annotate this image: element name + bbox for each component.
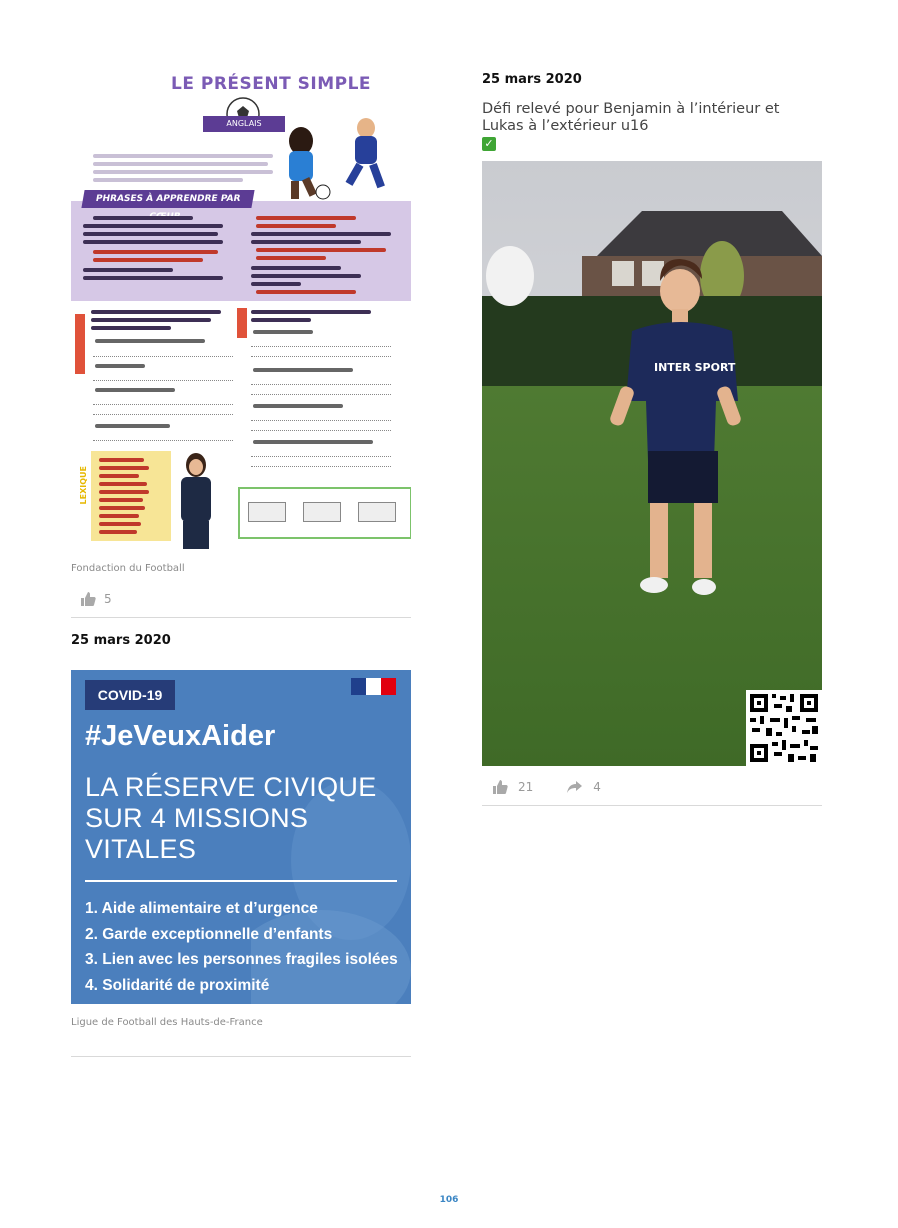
poster-hashtag: #JeVeuxAider	[85, 720, 276, 752]
right-post-share-count: 4	[593, 780, 601, 794]
right-post-reactions	[492, 780, 601, 794]
right-post-title-text: Défi relevé pour Benjamin à l’intérieur et Lukas à l’extérieur u16	[482, 101, 780, 134]
journalist-illustration	[171, 451, 221, 550]
poster-divider	[85, 880, 397, 882]
photo-scene	[482, 161, 822, 766]
mission-item: 1. Aide alimentaire et d’urgence	[85, 900, 318, 917]
mission-item: 3. Lien avec les personnes fragiles isolées	[85, 951, 398, 968]
post2-source[interactable]: Ligue de Football des Hauts-de-France	[71, 1017, 263, 1028]
players-illustration	[261, 106, 406, 201]
headline-line: VITALES	[85, 834, 197, 864]
republique-flag-logo	[351, 678, 396, 695]
mission-item: 4. Solidarité de proximité	[85, 976, 270, 994]
mission-item: 2. Garde exceptionnelle d’enfants	[85, 925, 333, 943]
check-mark-icon: ✓	[482, 137, 496, 151]
post2-date: 25 mars 2020	[71, 633, 171, 648]
lexique-box	[91, 451, 171, 541]
page-number: 106	[439, 1195, 459, 1205]
post2-divider	[71, 1056, 411, 1057]
worksheet-title: LE PRÉSENT SIMPLE	[171, 74, 372, 94]
covid-poster-image[interactable]	[71, 670, 411, 1004]
post1-source[interactable]: Fondaction du Football	[71, 563, 185, 574]
poster-headline	[85, 772, 377, 865]
covid-badge: COVID-19	[85, 680, 175, 710]
share-icon[interactable]	[567, 780, 583, 794]
worksheet-image[interactable]	[71, 66, 411, 550]
post1-reactions	[80, 592, 112, 606]
headline-line: LA RÉSERVE CIVIQUE	[85, 772, 377, 802]
post1-like-count: 5	[104, 592, 112, 606]
right-post-date: 25 mars 2020	[482, 72, 582, 87]
phrases-header: PHRASES À APPRENDRE PAR	[81, 190, 254, 208]
right-post-like-count: 21	[518, 780, 534, 794]
headline-line: SUR 4 MISSIONS	[85, 803, 309, 833]
post1-divider	[71, 617, 411, 618]
lexique-label: LEXIQUE	[79, 466, 88, 505]
like-icon[interactable]	[492, 780, 508, 794]
shirt-sponsor: INTER SPORT	[654, 361, 736, 374]
right-post-title	[482, 101, 822, 152]
video-photo[interactable]	[482, 161, 822, 766]
exercise-side-tab	[237, 308, 247, 338]
like-icon[interactable]	[80, 592, 96, 606]
worksheet-subject-band: ANGLAIS	[203, 116, 285, 132]
missions-list	[85, 896, 398, 998]
right-post-divider	[482, 805, 822, 806]
qr-code-icon[interactable]	[746, 690, 822, 766]
exercise-side-tab	[75, 314, 85, 374]
